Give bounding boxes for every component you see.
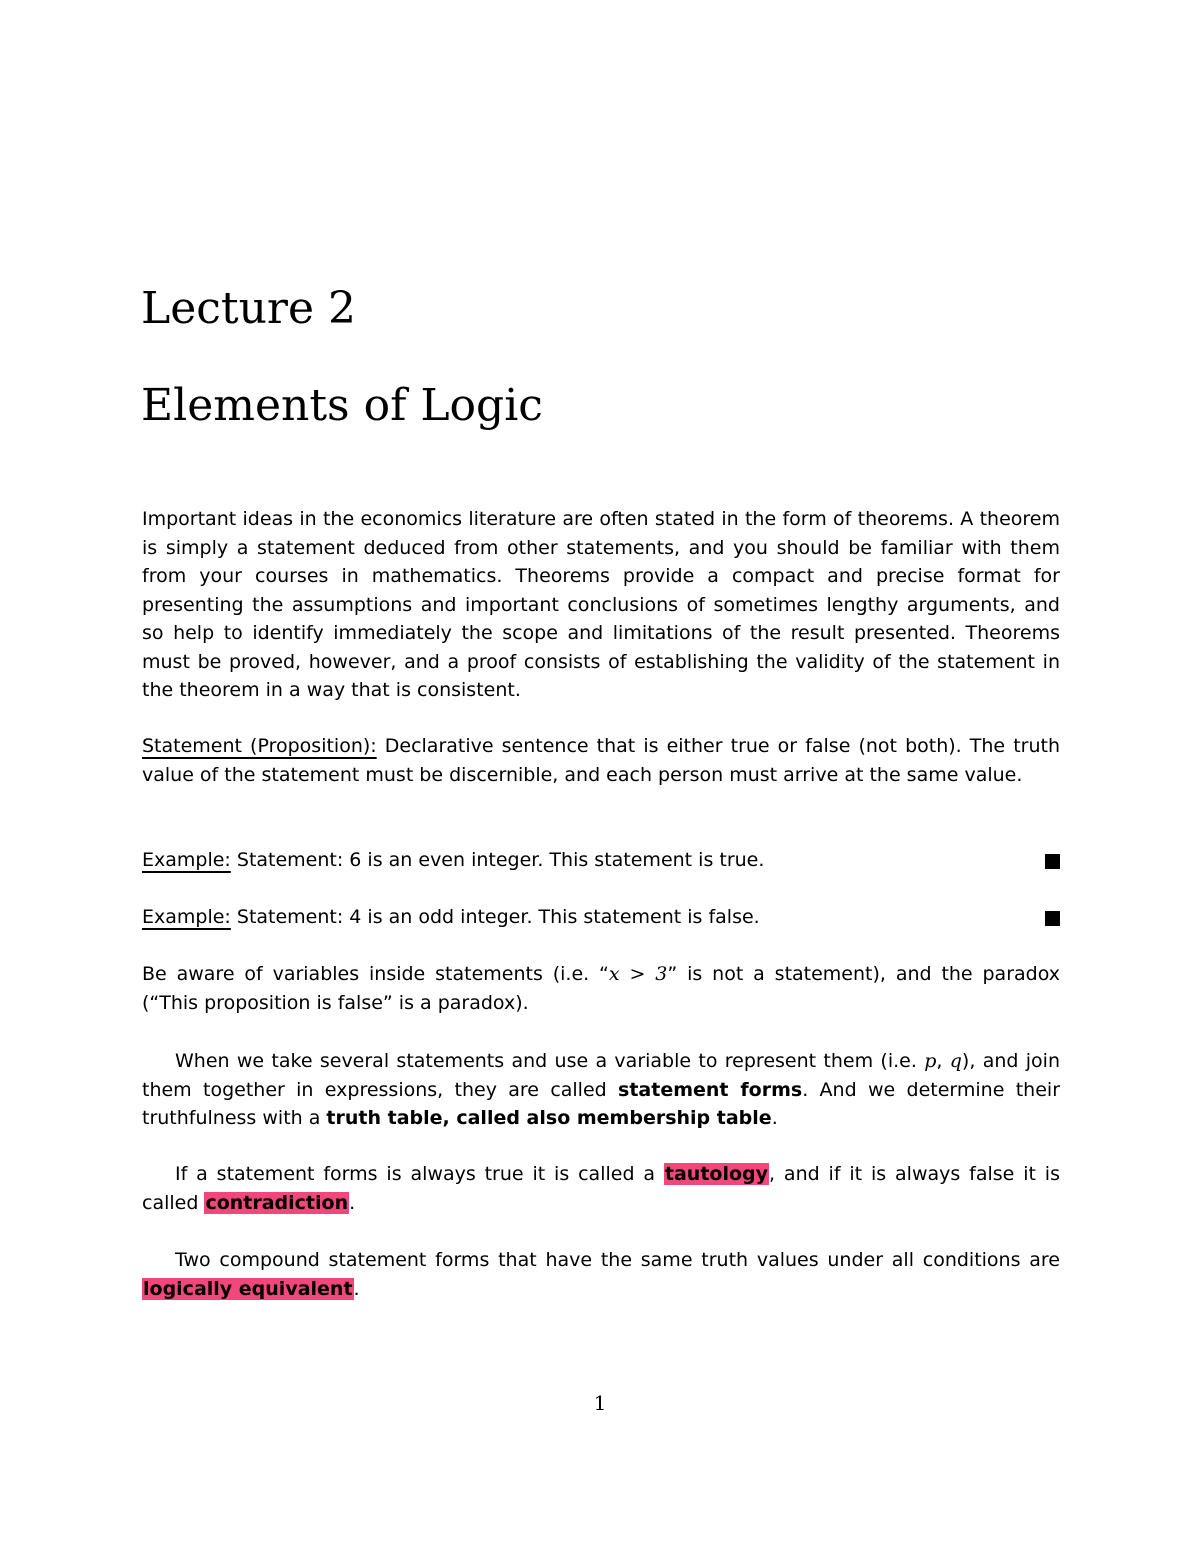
highlight-tautology: tautology [664,1163,769,1185]
qed-square-icon [1045,911,1060,926]
equivalence-text-2: . [353,1277,360,1300]
forms-text-2: ), and join them together in expressions, they are called [142,1050,1060,1101]
intro-text: Important ideas in the economics literature are often stated in the form of theorems. A theorem is simply a statement deduced from other statements, and you should be familiar with them from your courses in mathematics. Theorems provide a compact and precise format for presenting the assumptions and important conclusions of sometimes lengthy arguments, and so help to identify immediately the scope and limitations of the result presented. Theorems must be proved, however, and a proof consists of establishing the validity of the statement in the theorem in a way that is consistent. [142,508,1060,701]
equivalence-text-1: Two compound statement forms that have the same truth values under all conditions are [175,1249,1060,1271]
example-text: Statement: 6 is an even integer. This statement is true. [230,849,765,871]
tautology-text-3: . [349,1191,356,1214]
definition-text: Declarative sentence that is either true or false (not both). The truth value of the statement must be discernible, and each person must arrive at the same value. [142,735,1060,786]
example-label: Example: [142,849,231,871]
tautology-paragraph [142,1160,1060,1217]
math-variable-p: p [924,1050,937,1072]
example-1 [142,846,1060,875]
forms-text-3: . And we determine their truthfulness with a [142,1078,1061,1129]
intro-paragraph [142,505,1060,705]
variables-paragraph [142,960,1060,1017]
forms-text-4: . [771,1107,778,1129]
bold-term-statement-forms: statement forms [618,1078,803,1101]
highlight-logically-equivalent: logically equivalent [143,1277,353,1300]
tautology-text-1: If a statement forms is always true it is called a [175,1163,664,1185]
bold-term-truth-table: truth table, called also membership table [326,1107,772,1129]
qed-square-icon [1045,854,1060,869]
variables-text-1: Be aware of variables inside statements (i.e. “ [142,963,609,985]
lecture-number-heading: Lecture 2 [141,283,356,334]
page-number: 1 [593,1391,607,1415]
example-text: Statement: 4 is an odd integer. This statement is false. [230,906,760,928]
definition-term: Statement (Proposition): [142,735,377,757]
equivalence-paragraph [142,1246,1060,1303]
math-variable-q: q [949,1050,962,1072]
variables-text-2: ” is not a statement), and the paradox (“This proposition is false” is a paradox). [142,963,1061,1014]
math-expression: x > 3 [608,963,668,985]
example-2 [142,903,1060,932]
statement-forms-paragraph [142,1047,1060,1133]
highlight-contradiction: contradiction [205,1191,349,1214]
forms-text-1: When we take several statements and use a variable to represent them (i.e. [175,1050,925,1072]
forms-separator: , [936,1050,950,1072]
example-label: Example: [142,906,231,928]
tautology-text-2: , and if it is always false it is called [142,1163,1060,1214]
statement-definition [142,732,1060,789]
chapter-title-heading: Elements of Logic [141,380,543,431]
